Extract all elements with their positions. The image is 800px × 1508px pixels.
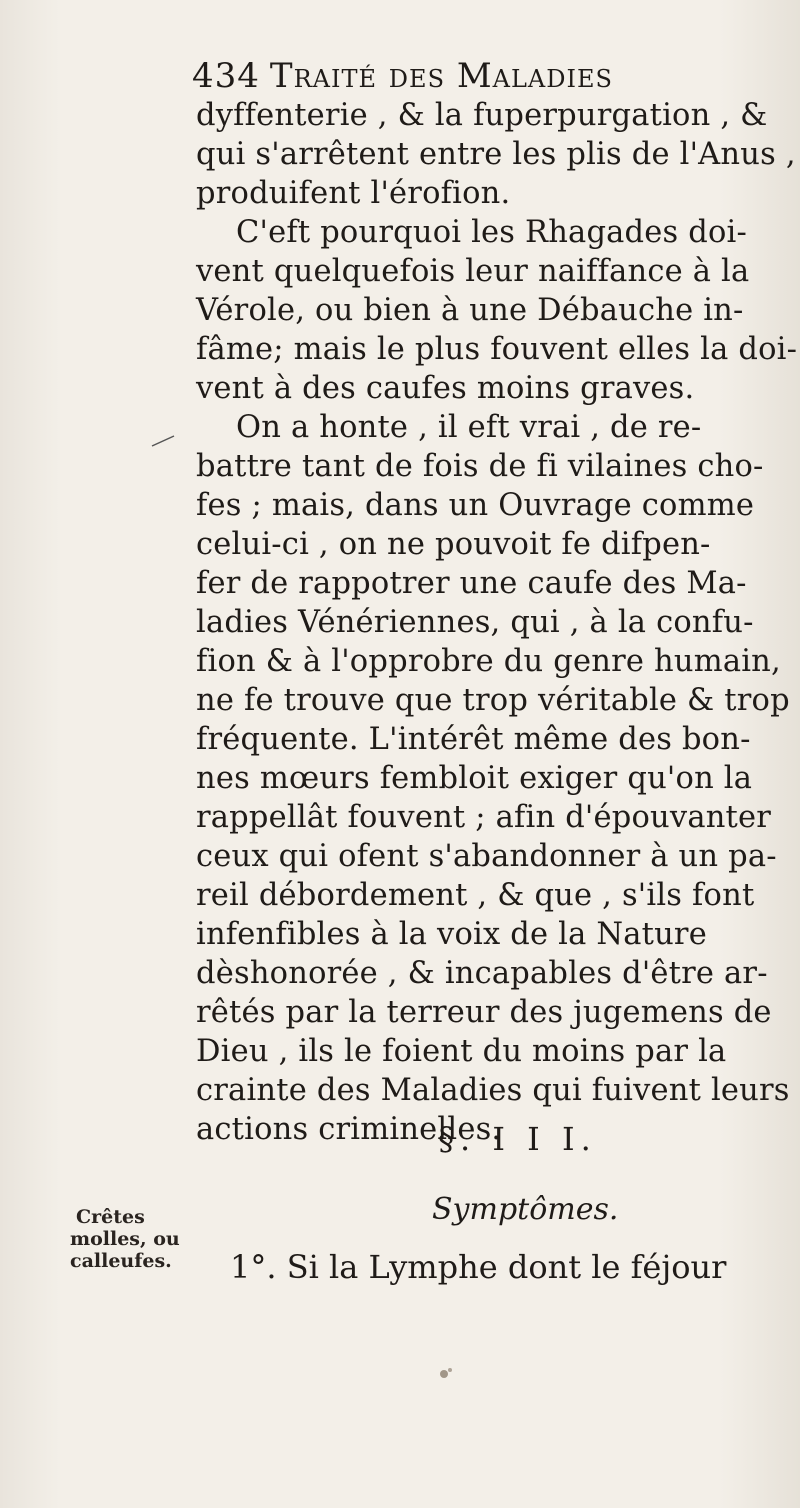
margin-note [70,1206,180,1272]
text-line: On a honte , il eft vrai , de re- [236,410,702,445]
text-line: celui-ci , on ne pouvoit fe difpen- [196,527,711,562]
text-line: battre tant de fois de fi vilaines cho- [196,449,764,484]
section-subtitle: Symptômes. [432,1192,619,1227]
text-line: Vérole, ou bien à une Débauche in- [196,293,744,328]
body-text [196,96,798,1149]
text-line: fer de rappotrer une caufe des Ma- [196,566,747,601]
running-head [192,56,613,96]
text-line: fes ; mais, dans un Ouvrage comme [196,488,755,523]
page-number: 434 [192,56,260,96]
text-line: actions criminelles. [196,1112,502,1147]
text-line: ladies Vénériennes, qui , à la confu- [196,605,754,640]
text-line: fion & à l'opprobre du genre humain, [196,644,781,679]
text-line: C'eft pourquoi les Rhagades doi- [236,215,748,250]
margin-note-line: calleufes. [70,1250,172,1272]
text-line: Dieu , ils le foient du moins par la [196,1034,727,1069]
text-line: vent quelquefois leur naiffance à la [196,254,750,289]
margin-stroke-decoration [150,432,180,452]
text-line: dyffenterie , & la fuperpurgation , & [196,98,768,133]
text-line: rappellât fouvent ; afin d'épouvanter [196,800,772,835]
text-line: fréquente. L'intérêt même des bon- [196,722,751,757]
text-line: rêtés par la terreur des jugemens de [196,995,772,1030]
margin-note-line: molles, ou [70,1228,180,1250]
text-line: reil débordement , & que , s'ils font [196,878,755,913]
text-line: infenfibles à la voix de la Nature [196,917,707,952]
margin-note-line: Crêtes [76,1206,145,1228]
section-first-line: 1°. Si la Lymphe dont le féjour [230,1248,727,1286]
text-line: produifent l'érofion. [196,176,511,211]
ink-speck-decoration [430,1360,460,1390]
text-line: qui s'arrêtent entre les plis de l'Anus , [196,137,796,172]
text-line: crainte des Maladies qui fuivent leurs [196,1073,790,1108]
text-line: fâme; mais le plus fouvent elles la doi- [196,332,798,367]
text-line: ceux qui ofent s'abandonner à un pa- [196,839,777,874]
text-line: nes mœurs fembloit exiger qu'on la [196,761,753,796]
text-line: ne fe trouve que trop véritable & trop [196,683,790,718]
text-line: dèshonorée , & incapables d'être ar- [196,956,768,991]
running-title: Traité des Maladies [269,56,613,96]
text-line: vent à des caufes moins graves. [196,371,695,406]
section-number: §. I I I. [438,1120,597,1158]
